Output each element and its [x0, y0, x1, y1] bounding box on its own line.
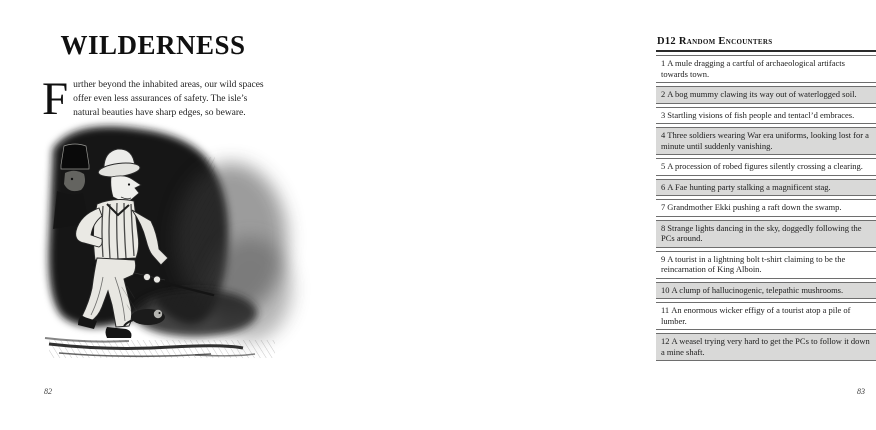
- roll-number: 10: [661, 284, 670, 295]
- encounter-text: Three soldiers wearing War era uniforms, looking lost for a minute until suddenly vanishing.: [661, 130, 869, 151]
- encounter-table: [656, 36, 876, 364]
- engraving-image: [45, 127, 295, 367]
- ground-hatching: [45, 338, 275, 358]
- table-row: [656, 158, 876, 176]
- wilderness-engraving-illustration: [45, 127, 295, 367]
- table-row: [656, 282, 876, 300]
- page-number-left: 82: [44, 387, 52, 396]
- page-title: WILDERNESS: [60, 30, 246, 60]
- page-number-right: 83: [857, 387, 865, 396]
- encounter-text: An enormous wicker effigy of a tourist atop a pile of lumber.: [661, 305, 851, 326]
- encounter-text: A mule dragging a cartful of archaeological artifacts towards town.: [661, 58, 845, 79]
- table-row: [656, 220, 876, 248]
- table-row: [656, 302, 876, 330]
- intro-paragraph: [42, 73, 266, 125]
- table-row: [656, 127, 876, 155]
- roll-number: 9: [661, 253, 666, 264]
- table-row: [656, 86, 876, 104]
- table-row: [656, 333, 876, 361]
- encounter-text: Strange lights dancing in the sky, doggedly following the PCs around.: [661, 222, 862, 243]
- table-row: [656, 107, 876, 125]
- table-row: [656, 251, 876, 279]
- encounter-table-title: D12 Random Encounters: [656, 36, 876, 52]
- encounter-text: Grandmother Ekki pushing a raft down the swamp.: [667, 202, 842, 212]
- encounter-text: A procession of robed figures silently crossing a clearing.: [667, 161, 863, 171]
- roll-number: 7: [661, 202, 666, 212]
- table-row: [656, 199, 876, 217]
- encounter-text: A clump of hallucinogenic, telepathic mushrooms.: [671, 284, 844, 295]
- roll-number: 3: [661, 109, 666, 120]
- dropcap-letter: F: [42, 73, 69, 125]
- roll-number: 12: [661, 336, 670, 346]
- roll-number: 4: [661, 130, 666, 140]
- roll-number: 1: [661, 58, 666, 68]
- encounter-text: A tourist in a lightning bolt t-shirt claiming to be the reincarnation of King Alboin.: [661, 253, 846, 274]
- roll-number: 6: [661, 181, 666, 192]
- encounter-table-body: [656, 55, 876, 361]
- left-page: [0, 0, 304, 430]
- roll-number: 2: [661, 89, 666, 99]
- roll-number: 8: [661, 222, 666, 233]
- encounter-text: A weasel trying very hard to get the PCs to follow it down a mine shaft.: [661, 336, 870, 357]
- table-row: [656, 55, 876, 83]
- encounter-text: Startling visions of fish people and tentacl’d embraces.: [667, 109, 855, 120]
- roll-number: 11: [661, 305, 670, 315]
- intro-text: urther beyond the inhabited areas, our wild spaces offer even less assurances of safety. The isle’s natural beauties have sharp edges, so beware.: [73, 80, 264, 118]
- roll-number: 5: [661, 161, 666, 171]
- right-page: [304, 0, 870, 430]
- encounter-text: A bog mummy clawing its way out of waterlogged soil.: [667, 89, 857, 99]
- encounter-text: A Fae hunting party stalking a magnificent stag.: [667, 181, 831, 192]
- table-row: [656, 179, 876, 197]
